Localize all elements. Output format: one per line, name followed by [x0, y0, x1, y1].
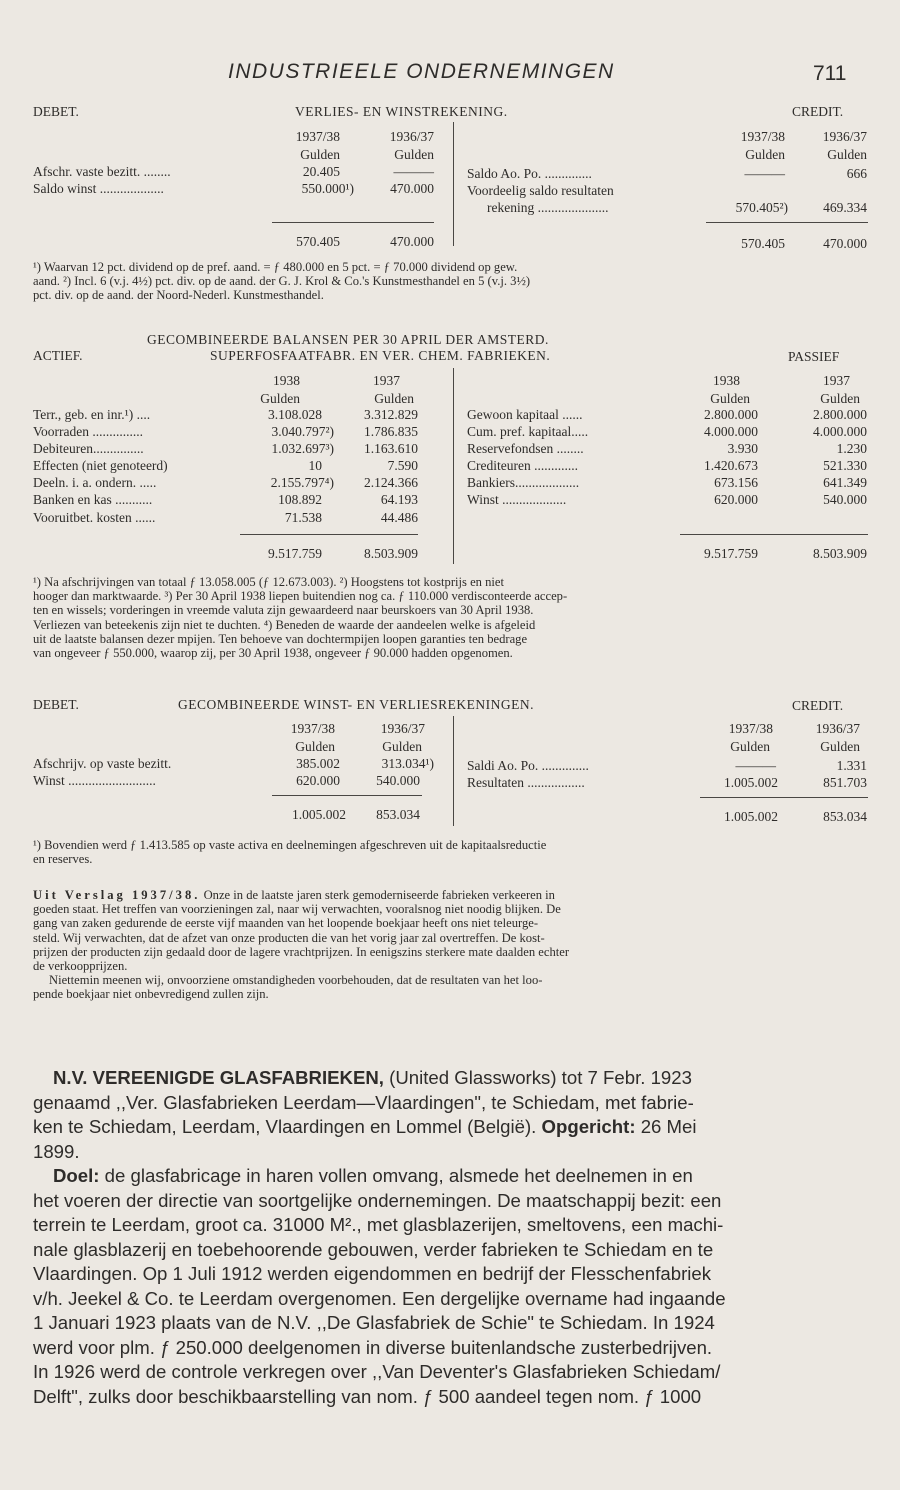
row-value: 313.034¹) — [381, 756, 434, 771]
row-label: Banken en kas ........... — [33, 492, 153, 507]
row-value: 666 — [846, 166, 867, 181]
unit-header: Gulden — [382, 739, 422, 754]
row-label: rekening ..................... — [487, 200, 609, 215]
opgericht-value: 26 Mei — [635, 1116, 697, 1137]
company-intro-line — [33, 1066, 865, 1091]
doel-line: nale glasblazerij en toebehoorende gebouwen, verder fabrieken te Schiedam en te — [33, 1238, 714, 1260]
row-value: 1.230 — [836, 441, 867, 456]
total-rule — [680, 534, 868, 535]
row-value: ——— — [393, 164, 434, 179]
credit-label: CREDIT. — [792, 104, 844, 119]
report-line: goeden staat. Het treffen van voorzieningen zal, naar wij verwachten, vooralsnog niet noodig blijken. De — [33, 902, 561, 917]
row-label: Terr., geb. en inr.¹) .... — [33, 407, 151, 422]
row-value: 2.155.797⁴) — [270, 475, 334, 490]
footnote-line: ¹) Waarvan 12 pct. dividend op de pref. aand. = ƒ 480.000 en 5 pct. = ƒ 70.000 dividend op gew. — [33, 260, 518, 274]
total-rule — [272, 795, 422, 796]
total-value: 1.005.002 — [724, 809, 778, 824]
year-header: 1937 — [373, 373, 400, 388]
row-value: 7.590 — [387, 458, 418, 473]
total-value: 853.034 — [376, 807, 420, 822]
report-line: prijzen der producten zijn gedaald door de lagere vrachtprijzen. In eenigszins sterkere mate daalden echter — [33, 944, 570, 959]
row-value: 10 — [308, 458, 322, 473]
footnotes — [33, 260, 867, 303]
row-value: 2.800.000 — [704, 407, 758, 422]
footnote-line: ¹) Bovendien werd ƒ 1.413.585 op vaste activa en deelnemingen afgeschreven uit de kapitaalsreductie — [33, 838, 547, 852]
row-value: 570.405²) — [735, 200, 788, 215]
total-rule — [240, 534, 418, 535]
row-value: ——— — [735, 758, 776, 773]
year-header: 1938 — [273, 373, 300, 388]
footnotes — [33, 575, 867, 660]
footnote-line: uit de laatste balansen dezer mpijen. Ten behoeve van dochtermpijen loopen garanties ten bedrage — [33, 631, 528, 646]
total-value: 470.000 — [823, 236, 867, 251]
footnote-line: ¹) Na afschrijvingen van totaal ƒ 13.058.005 (ƒ 12.673.003). ²) Hoogstens tot kostprijs en niet — [33, 575, 504, 589]
report-heading: Uit Verslag 1937/38. — [33, 888, 201, 902]
row-value: 2.124.366 — [364, 475, 418, 490]
report-line: steld. Wij verwachten, dat de afzet van onze producten die van het vorig jaar zal overtreffen. De kost- — [33, 930, 545, 945]
row-label: Crediteuren ............. — [467, 458, 578, 473]
row-value: 550.000¹) — [301, 181, 354, 196]
footnote-line: van ongeveer ƒ 550.000, waarop zij, per 30 April 1938, ongeveer ƒ 90.000 hadden opgenomen. — [33, 646, 513, 661]
row-value: 1.032.697³) — [271, 441, 334, 456]
company-name: N.V. VEREENIGDE GLASFABRIEKEN, — [53, 1067, 384, 1088]
row-label: Debiteuren............... — [33, 441, 144, 456]
column-divider — [453, 716, 454, 826]
row-value: ——— — [744, 166, 785, 181]
footnote-line: en reserves. — [33, 852, 93, 867]
total-rule — [700, 797, 868, 798]
year-header: 1936/37 — [380, 721, 425, 736]
doel-line: terrein te Leerdam, groot ca. 31000 M²., met glasblazerijen, smeltovens, een machi- — [33, 1214, 724, 1235]
total-value: 470.000 — [390, 234, 434, 249]
row-label: Afschrijv. op vaste bezitt. — [33, 756, 172, 771]
doel-label: Doel: — [53, 1165, 100, 1186]
row-value: 851.703 — [823, 775, 867, 790]
passief-label: PASSIEF — [788, 349, 840, 364]
report-line — [33, 888, 867, 902]
column-divider — [453, 368, 454, 564]
row-label: Cum. pref. kapitaal..... — [467, 424, 589, 439]
report-line: pende boekjaar niet onbevredigend zullen zijn. — [33, 987, 269, 1002]
year-header: 1936/37 — [815, 721, 860, 736]
row-value: 1.163.610 — [364, 441, 418, 456]
row-label: Saldo winst ................... — [33, 181, 164, 196]
company-locations: ken te Schiedam, Leerdam, Vlaardingen en Lommel (België). — [33, 1116, 537, 1137]
unit-header: Gulden — [827, 147, 867, 162]
total-rule — [272, 222, 434, 223]
row-value: 3.108.028 — [268, 407, 322, 422]
row-value: 20.405 — [302, 164, 340, 179]
debet-label: DEBET. — [33, 104, 79, 119]
company-intro-line: genaamd ,,Ver. Glasfabrieken Leerdam—Vlaardingen", te Schiedam, met fabrie- — [33, 1091, 694, 1113]
row-value: 470.000 — [390, 181, 434, 196]
row-value: 1.005.002 — [724, 775, 778, 790]
row-value: 1.786.835 — [364, 424, 418, 439]
report-text: Onze in de laatste jaren sterk gemoderniseerde fabrieken verkeeren in — [203, 888, 555, 902]
row-label: Voordeelig saldo resultaten — [467, 183, 614, 198]
section-subtitle: SUPERFOSFAATFABR. EN VER. CHEM. FABRIEKEN. — [210, 348, 551, 363]
actief-label: ACTIEF. — [33, 348, 83, 363]
row-value: 44.486 — [380, 510, 418, 525]
row-value: 673.156 — [714, 475, 758, 490]
opgericht-label: Opgericht: — [541, 1116, 636, 1137]
row-value: 469.334 — [823, 200, 867, 215]
total-value: 1.005.002 — [292, 807, 346, 822]
footnotes — [33, 838, 867, 866]
row-label: Deeln. i. a. ondern. ..... — [33, 475, 157, 490]
doel-text: de glasfabricage in haren vollen omvang, alsmede het deelnemen in en — [99, 1165, 693, 1186]
row-label: Afschr. vaste bezitt. ........ — [33, 164, 171, 179]
row-value: 540.000 — [823, 492, 867, 507]
row-label: Resultaten ................. — [467, 775, 585, 790]
section-title: GECOMBINEERDE BALANSEN PER 30 APRIL DER AMSTERD. — [147, 332, 549, 347]
year-header: 1937/38 — [290, 721, 335, 736]
section-title: GECOMBINEERDE WINST- EN VERLIESREKENINGEN. — [178, 697, 534, 712]
report-line: gang van zaken gedurende de eerste vijf maanden van het loopende boekjaar heeft ons niet teleurge- — [33, 916, 539, 931]
year-header: 1936/37 — [822, 129, 867, 144]
company-intro-line: 1899. — [33, 1140, 80, 1162]
row-label: Bankiers................... — [467, 475, 580, 490]
year-header: 1937/38 — [728, 721, 773, 736]
row-value: 641.349 — [823, 475, 867, 490]
row-label: Saldo Ao. Po. .............. — [467, 166, 592, 181]
year-header: 1937 — [823, 373, 850, 388]
unit-header: Gulden — [295, 739, 335, 754]
report-line: Niettemin meenen wij, onvoorziene omstandigheden voorbehouden, dat de resultaten van het loo- — [49, 973, 543, 988]
row-label: Saldi Ao. Po. .............. — [467, 758, 589, 773]
unit-header: Gulden — [710, 391, 750, 406]
row-value: 71.538 — [284, 510, 322, 525]
running-header-title: INDUSTRIEELE ONDERNEMINGEN — [228, 60, 615, 83]
row-value: 64.193 — [380, 492, 418, 507]
row-value: 4.000.000 — [704, 424, 758, 439]
row-label: Winst .......................... — [33, 773, 156, 788]
row-label: Vooruitbet. kosten ...... — [33, 510, 156, 525]
company-entry — [33, 1066, 865, 1409]
row-value: 4.000.000 — [813, 424, 867, 439]
total-rule — [706, 222, 868, 223]
doel-line — [33, 1164, 865, 1189]
row-value: 3.312.829 — [364, 407, 418, 422]
year-header: 1936/37 — [389, 129, 434, 144]
row-value: 3.930 — [727, 441, 758, 456]
total-value: 9.517.759 — [704, 546, 758, 561]
footnote-line: aand. ²) Incl. 6 (v.j. 4½) pct. div. op de aand. der G. J. Krol & Co.'s Kunstmesthandel en 5 (v.j. 3½) — [33, 274, 531, 289]
unit-header: Gulden — [820, 391, 860, 406]
total-value: 853.034 — [823, 809, 867, 824]
row-label: Gewoon kapitaal ...... — [467, 407, 583, 422]
row-value: 540.000 — [376, 773, 420, 788]
footnote-line: Verliezen van beteekenis zijn niet te duchten. ⁴) Beneden de waarde der aandeelen welke is afgeleid — [33, 617, 536, 632]
total-value: 8.503.909 — [364, 546, 418, 561]
row-value: 3.040.797²) — [271, 424, 334, 439]
unit-header: Gulden — [374, 391, 414, 406]
row-value: 385.002 — [296, 756, 340, 771]
year-header: 1937/38 — [740, 129, 785, 144]
row-value: 521.330 — [823, 458, 867, 473]
debet-label: DEBET. — [33, 697, 79, 712]
unit-header: Gulden — [745, 147, 785, 162]
row-value: 620.000 — [714, 492, 758, 507]
unit-header: Gulden — [300, 147, 340, 162]
total-value: 8.503.909 — [813, 546, 867, 561]
unit-header: Gulden — [260, 391, 300, 406]
doel-line: Delft", zulks door beschikbaarstelling van nom. ƒ 500 aandeel tegen nom. ƒ 1000 — [33, 1385, 702, 1407]
unit-header: Gulden — [394, 147, 434, 162]
doel-line: v/h. Jeekel & Co. te Leerdam overgenomen. Een dergelijke overname had ingaande — [33, 1287, 726, 1309]
row-label: Reservefondsen ........ — [467, 441, 584, 456]
company-intro-line — [33, 1115, 865, 1140]
row-label: Effecten (niet genoteerd) — [33, 458, 168, 473]
credit-label: CREDIT. — [792, 698, 844, 713]
company-intro: (United Glassworks) tot 7 Febr. 1923 — [383, 1067, 692, 1088]
row-value: 2.800.000 — [813, 407, 867, 422]
unit-header: Gulden — [820, 739, 860, 754]
total-value: 9.517.759 — [268, 546, 322, 561]
row-value: 108.892 — [278, 492, 322, 507]
total-value: 570.405 — [296, 234, 340, 249]
unit-header: Gulden — [730, 739, 770, 754]
year-header: 1938 — [713, 373, 740, 388]
footnote-line: ten en wissels; vorderingen in vreemde valuta zijn gewaardeerd naar beurskoers van 30 April 1938. — [33, 603, 534, 618]
doel-line: 1 Januari 1923 plaats van de N.V. ,,De Glasfabriek de Schie" te Schiedam. In 1924 — [33, 1312, 715, 1333]
footnote-line: pct. div. op de aand. der Noord-Nederl. Kunstmesthandel. — [33, 288, 324, 303]
section-title: VERLIES- EN WINSTREKENING. — [295, 104, 508, 119]
page-number: 711 — [813, 62, 847, 85]
report-line: de verkoopprijzen. — [33, 959, 128, 974]
row-value: 620.000 — [296, 773, 340, 788]
row-value: 1.420.673 — [704, 458, 758, 473]
year-header: 1937/38 — [295, 129, 340, 144]
footnote-line: hooger dan marktwaarde. ³) Per 30 April 1938 liepen buitendien nog ca. ƒ 110.000 verdisconteerde accep- — [33, 589, 568, 604]
row-value: 1.331 — [836, 758, 867, 773]
doel-line: werd voor plm. ƒ 250.000 deelgenomen in diverse buitenlandsche zusterbedrijven. — [33, 1336, 713, 1358]
total-value: 570.405 — [741, 236, 785, 251]
doel-line: In 1926 werd de controle verkregen over ,,Van Deventer's Glasfabrieken Schiedam/ — [33, 1361, 721, 1382]
row-label: Voorraden ............... — [33, 424, 143, 439]
row-label: Winst ................... — [467, 492, 567, 507]
column-divider — [453, 122, 454, 246]
doel-line: Vlaardingen. Op 1 Juli 1912 werden eigendommen en bedrijf der Flesschenfabriek — [33, 1263, 712, 1284]
doel-line: het voeren der directie van soortgelijke ondernemingen. De maatschappij bezit: een — [33, 1189, 722, 1211]
annual-report-excerpt — [33, 888, 867, 1002]
